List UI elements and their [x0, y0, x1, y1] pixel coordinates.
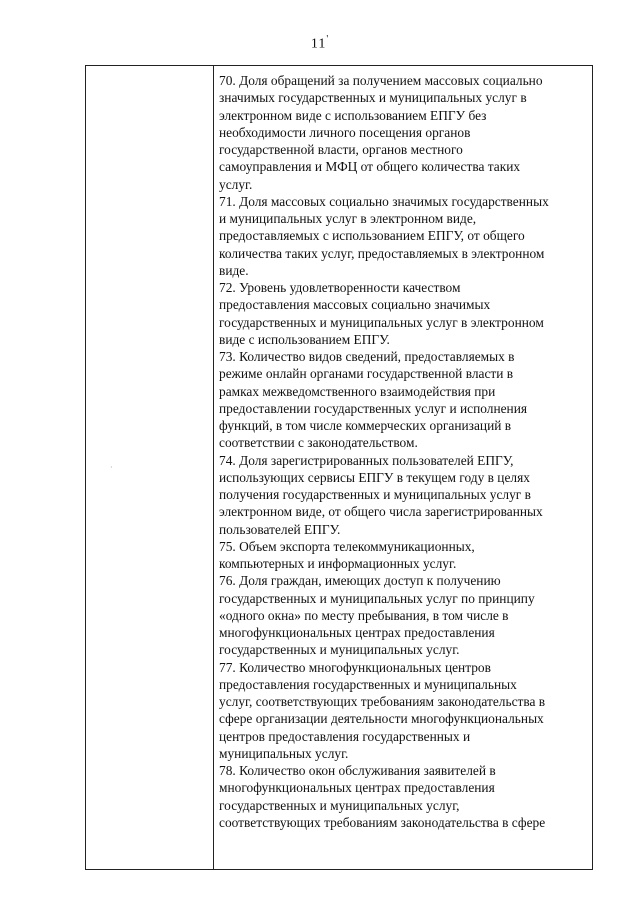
text-line: использующих сервисы ЕПГУ в текущем году в целях [219, 469, 530, 485]
text-line: государственных и муниципальных услуг, [219, 797, 460, 813]
text-line: предоставляемых с использованием ЕПГУ, от общего [219, 228, 525, 244]
text-line: государственной власти, органов местного [219, 142, 463, 157]
text-line: государственных и муниципальных услуг по принципу [219, 590, 535, 606]
scan-speck: · [110, 463, 113, 472]
text-line: и муниципальных услуг в электронном виде, [219, 211, 477, 226]
text-line: электронном виде с использованием ЕПГУ без [219, 107, 487, 123]
text-line: необходимости личного посещения органов [219, 124, 471, 140]
text-line: количества таких услуг, предоставляемых в электронном [219, 245, 545, 261]
text-line: многофункциональных центрах предоставления [219, 625, 495, 640]
text-line: 77. Количество многофункциональных центров [219, 659, 491, 675]
text-line: 78. Количество окон обслуживания заявителей в [219, 763, 496, 778]
text-line: «одного окна» по месту пребывания, в том числе в [219, 607, 509, 623]
text-line: многофункциональных центрах предоставления [219, 780, 495, 796]
text-line: компьютерных и информационных услуг. [219, 556, 457, 571]
text-line: соответствии с законодательством. [219, 435, 418, 451]
text-line: пользователей ЕПГУ. [219, 521, 341, 537]
text-line: виде с использованием ЕПГУ. [219, 331, 390, 347]
text-line: самоуправления и МФЦ от общего количества таких [219, 159, 521, 175]
text-line: 71. Доля массовых социально значимых государственных [219, 193, 549, 209]
text-line: предоставления массовых социально значимых [219, 297, 491, 313]
text-line: государственных и муниципальных услуг в электронном [219, 314, 544, 330]
text-line: рамках межведомственного взаимодействия при [219, 383, 496, 399]
text-line: услуг, соответствующих требованиям законодательства в [219, 694, 546, 709]
page-number-mark: ' [326, 34, 330, 45]
text-line: центров предоставления государственных и [219, 728, 471, 744]
page-number [0, 34, 640, 53]
text-line: предоставления государственных и муниципальных [219, 676, 517, 692]
text-line: услуг. [219, 176, 253, 192]
text-line: получения государственных и муниципальных услуг в [219, 487, 531, 502]
text-line: соответствующих требованиям законодательства в сфере [219, 814, 546, 830]
text-line: государственных и муниципальных услуг. [219, 642, 460, 658]
page-number-text: 11 [310, 36, 327, 52]
indicator-table [85, 65, 593, 870]
text-line: электронном виде, от общего числа зарегистрированных [219, 504, 543, 520]
text-line: режиме онлайн органами государственной власти в [219, 366, 514, 382]
table-right-column [219, 72, 589, 831]
text-line: предоставлении государственных услуг и исполнения [219, 400, 528, 416]
text-line: муниципальных услуг. [219, 745, 349, 761]
text-line: 73. Количество видов сведений, предоставляемых в [219, 349, 515, 364]
text-line: значимых государственных и муниципальных услуг в [219, 90, 527, 106]
text-line: функций, в том числе коммерческих организаций в [219, 418, 512, 433]
text-line: 72. Уровень удовлетворенности качеством [219, 280, 461, 295]
text-line: сфере организации деятельности многофункциональных [219, 711, 544, 727]
text-line: 70. Доля обращений за получением массовых социально [219, 73, 543, 88]
text-line: виде. [219, 262, 249, 278]
text-line: 74. Доля зарегистрированных пользователей ЕПГУ, [219, 452, 514, 468]
text-line: 76. Доля граждан, имеющих доступ к получению [219, 573, 501, 589]
text-line: 75. Объем экспорта телекоммуникационных, [219, 538, 475, 554]
column-divider [213, 66, 214, 869]
table-left-column [86, 66, 213, 869]
